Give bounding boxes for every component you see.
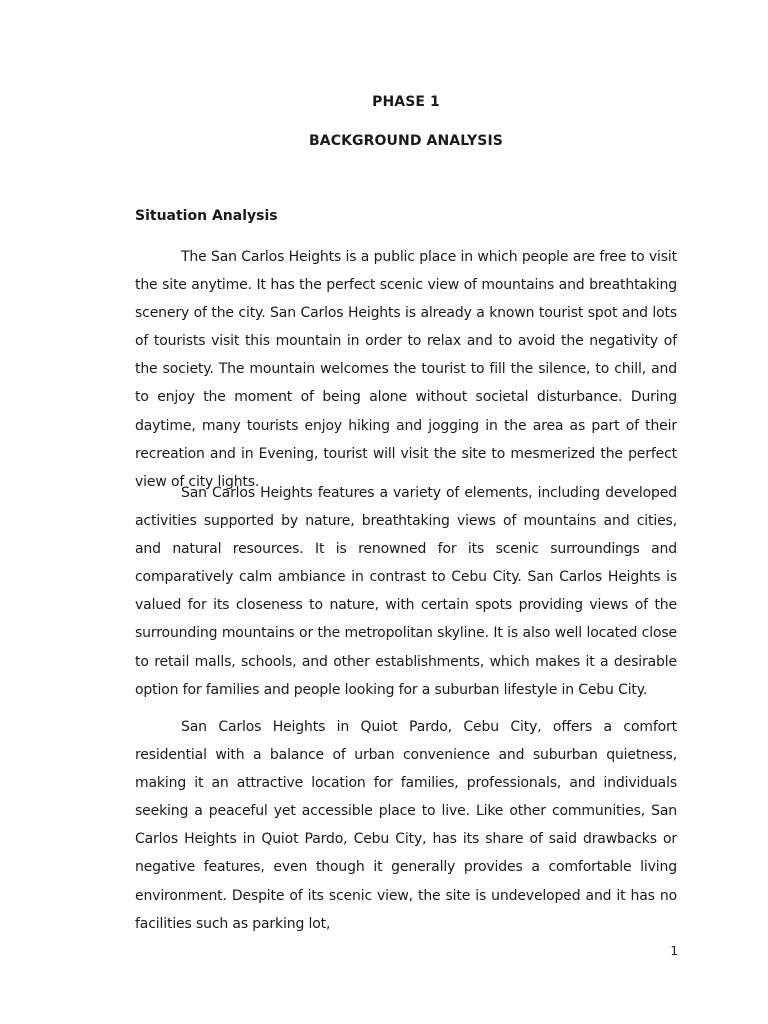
phase-title: PHASE 1 [372,94,440,110]
paragraph: San Carlos Heights features a variety of elements, including developed activities supported by nature, breathtaking views of mountains and cities, and natural resources. It is renowned for its scenic surroundings and comparatively calm ambiance in contrast to Cebu City. San Carlos Heights is valued for its closeness to nature, with certain spots providing views of the surrounding mountains or the metropolitan skyline. It is also well located close to retail malls, schools, and other establishments, which makes it a desirable option for families and people looking for a suburban lifestyle in Cebu City. [135,485,677,698]
page-number: 1 [670,944,678,958]
paragraph: The San Carlos Heights is a public place in which people are free to visit the site anytime. It has the perfect scenic view of mountains and breathtaking scenery of the city. San Carlos Heights is already a known tourist spot and lots of tourists visit this mountain in order to relax and to avoid the negativity of the society. The mountain welcomes the tourist to fill the silence, to chill, and to enjoy the moment of being alone without societal disturbance. During daytime, many tourists enjoy hiking and jogging in the area as part of their recreation and in Evening, tourist will visit the site to mesmerized the perfect view of city lights. [135,249,677,490]
subsection-title: Situation Analysis [135,208,278,224]
paragraph: San Carlos Heights in Quiot Pardo, Cebu City, offers a comfort residential with a balance of urban convenience and suburban quietness, making it an attractive location for families, professionals, and individuals seeking a peaceful yet accessible place to live. Like other communities, San Carlos Heights in Quiot Pardo, Cebu City, has its share of said drawbacks or negative features, even though it generally provides a comfortable living environment. Despite of its scenic view, the site is undeveloped and it has no facilities such as parking lot, [135,719,677,932]
section-heading: BACKGROUND ANALYSIS [309,133,503,149]
